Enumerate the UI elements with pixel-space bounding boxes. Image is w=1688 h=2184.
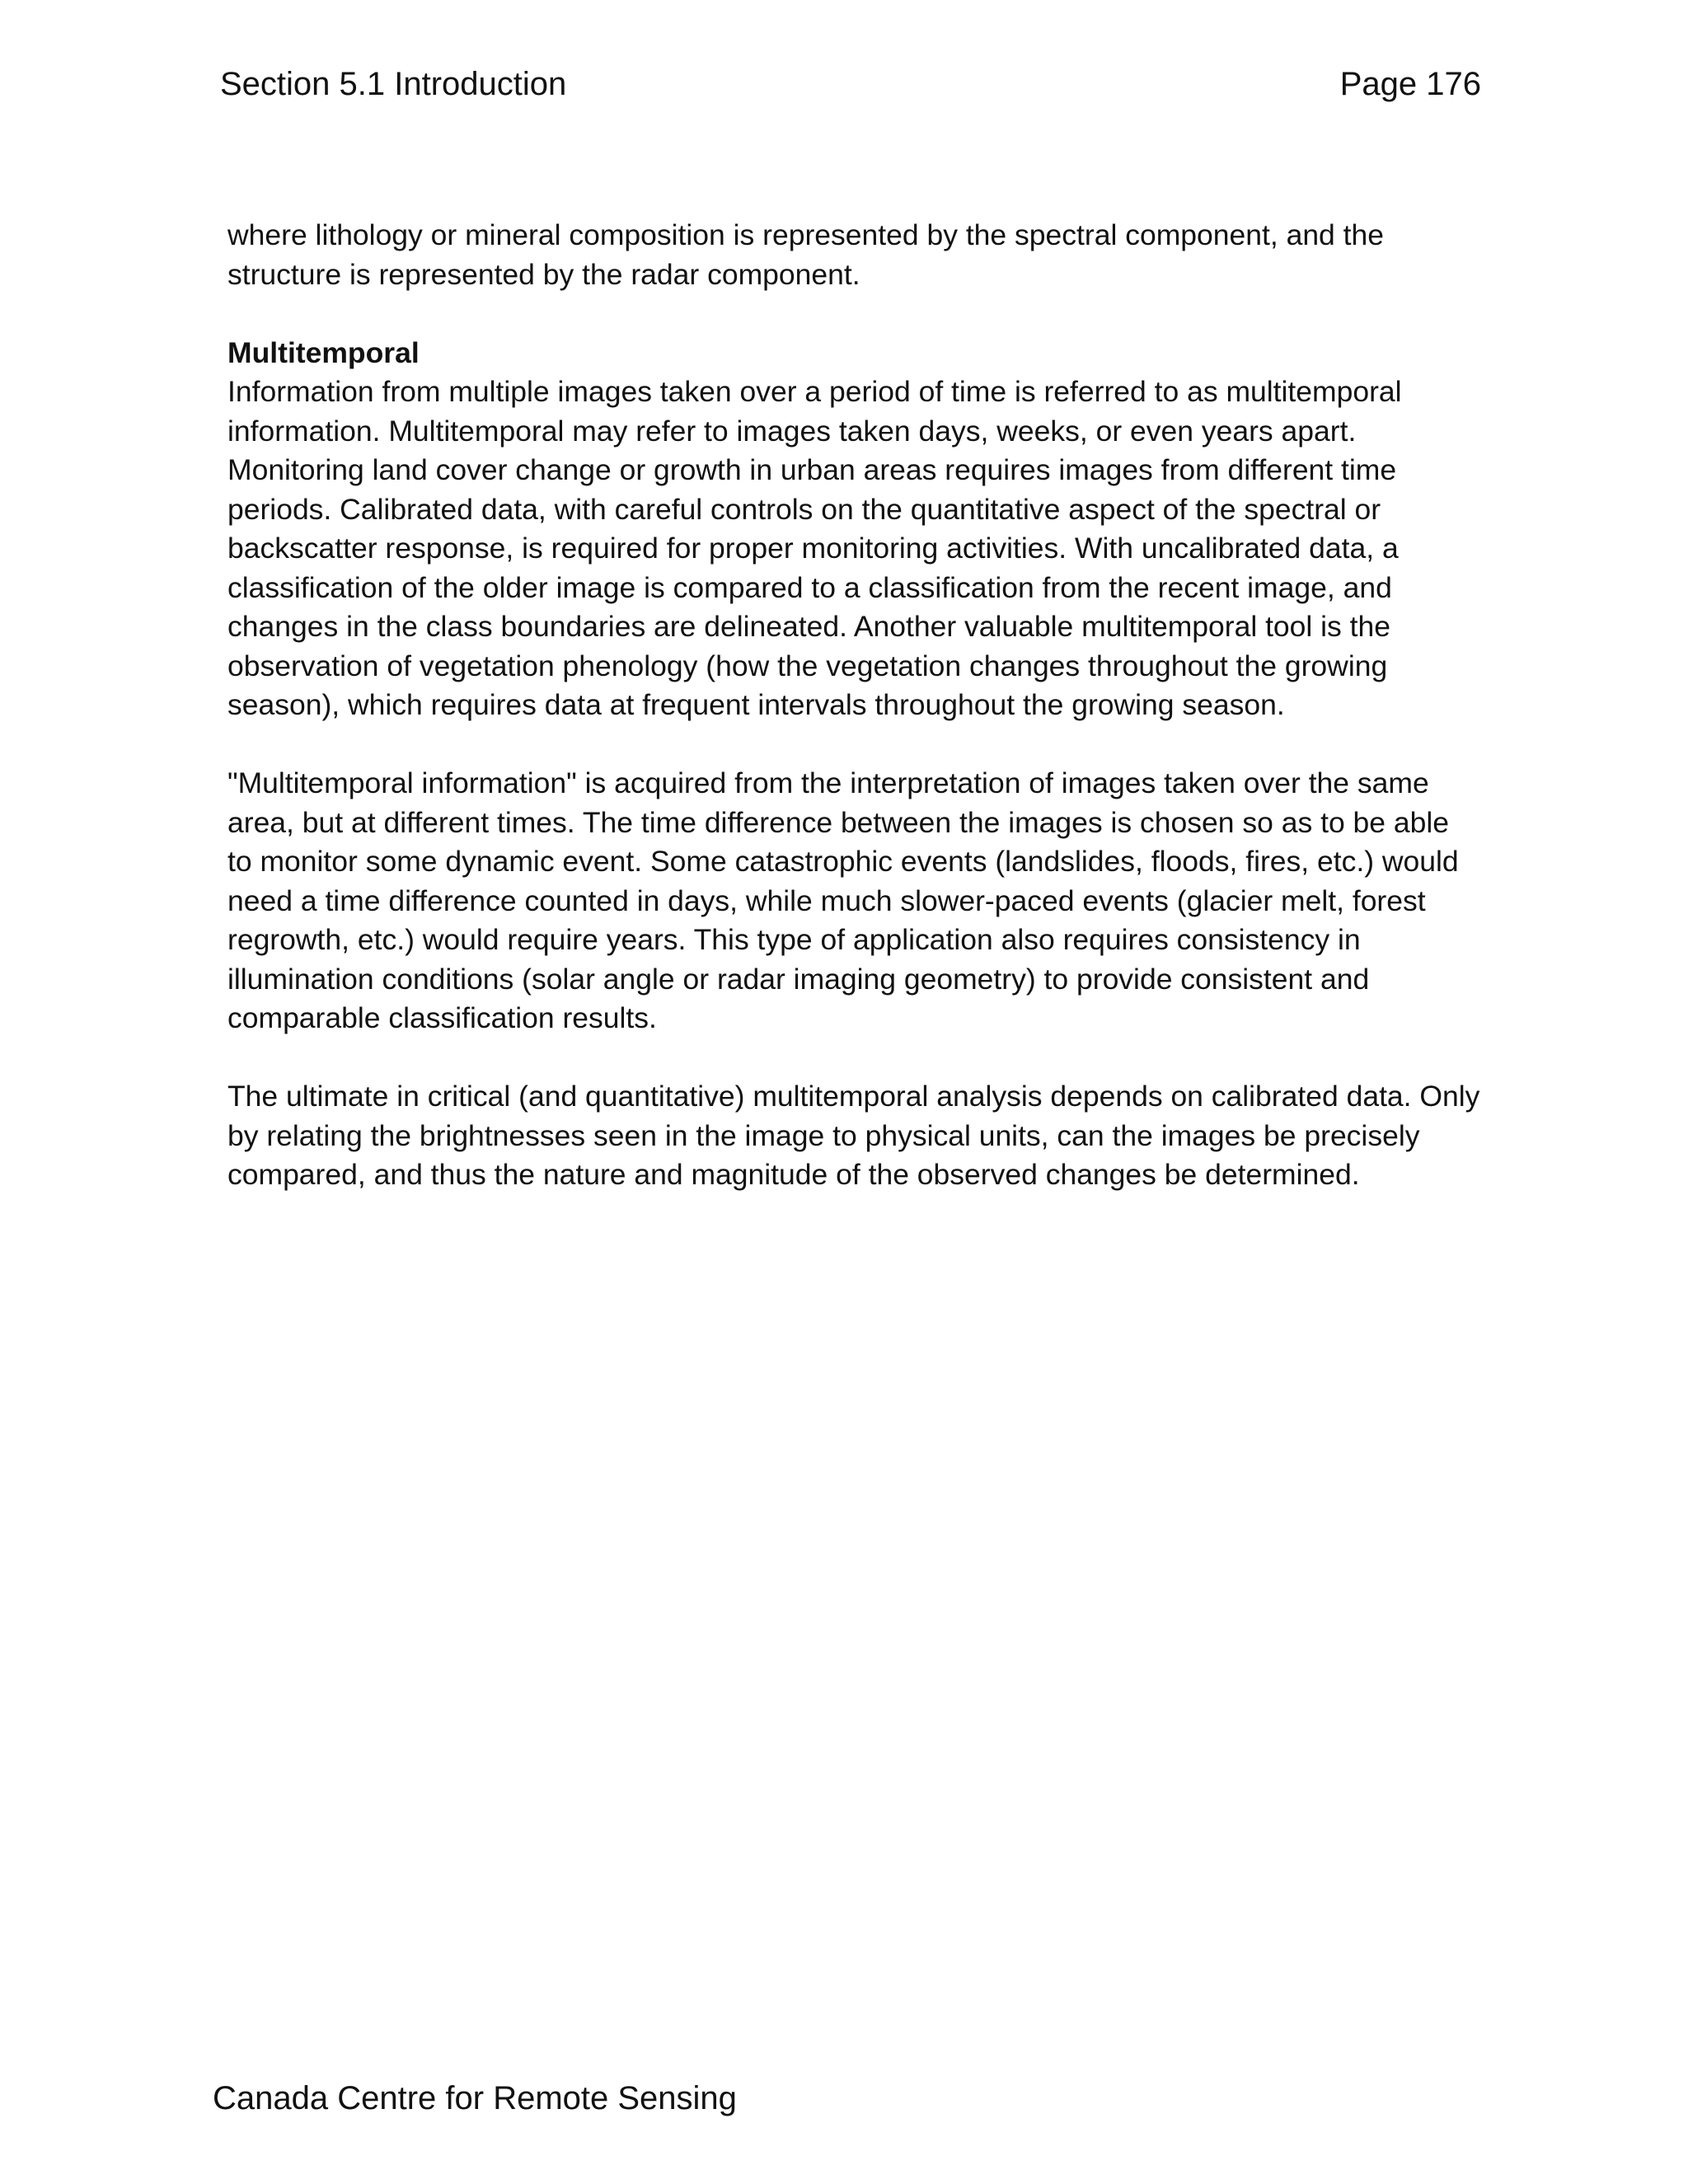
page-footer: Canada Centre for Remote Sensing	[213, 2080, 737, 2116]
paragraph-multitemporal-information: "Multitemporal information" is acquired from the interpretation of images taken over the same area, but at different times. The time difference between the images is chosen so as to be able to monitor some dynamic event. Some catastrophic events (landslides, floods, fires, etc.) would need a time difference counted in days, while much slower-paced events (glacier melt, forest regrowth, etc.) would require years. This type of application also requires consistency in illumination conditions (solar angle or radar imaging geometry) to provide consistent and comparable classification results.	[227, 766, 1459, 1034]
paragraph-multitemporal-definition: Information from multiple images taken over a period of time is referred to as multitemporal information. Multitemporal may refer to images taken days, weeks, or even years apart. Monitoring land cover change or growth in urban areas requires images from different time periods. Calibrated data, with careful controls on the quantitative aspect of the spectral or backscatter response, is required for proper monitoring activities. With uncalibrated data, a classification of the older image is compared to a classification from the recent image, and changes in the class boundaries are delineated. Another valuable multitemporal tool is the observation of vegetation phenology (how the vegetation changes throughout the growing season), which requires data at frequent intervals throughout the growing season.	[227, 375, 1402, 721]
section-title: Section 5.1 Introduction	[220, 66, 567, 102]
page-number: Page 176	[1339, 66, 1481, 102]
intro-paragraph: where lithology or mineral composition is represented by the spectral component, and the structure is represented by the radar component.	[227, 218, 1385, 291]
page-header	[220, 59, 1481, 109]
paragraph-calibrated-analysis: The ultimate in critical (and quantitative) multitemporal analysis depends on calibrated data. Only by relating the brightnesses seen in the image to physical units, can the images be precisely compared, and thus the nature and magnitude of the observed changes be determined.	[227, 1080, 1480, 1191]
page-body	[227, 216, 1480, 1234]
section-heading: Multitemporal	[227, 335, 420, 369]
